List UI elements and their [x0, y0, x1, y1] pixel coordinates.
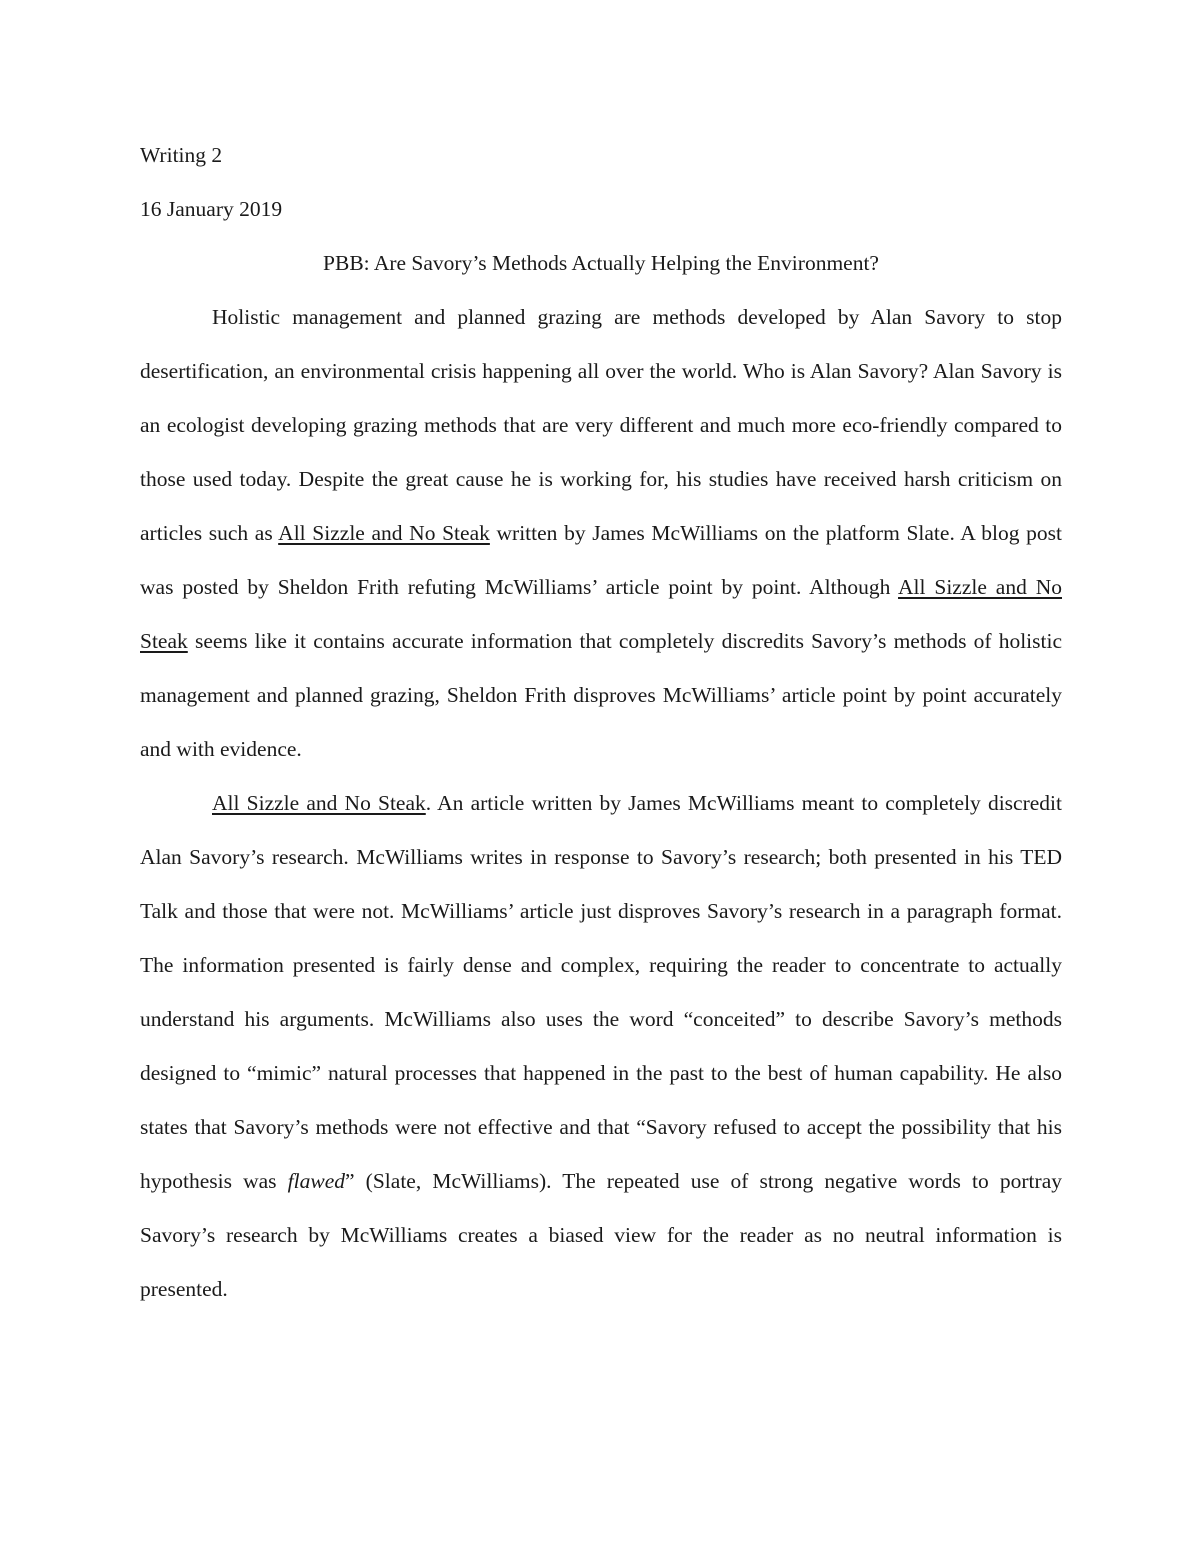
- course-name: Writing 2: [140, 143, 223, 167]
- paragraph-intro: [140, 290, 1062, 776]
- document-date: 16 January 2019: [140, 197, 283, 221]
- paragraph-intro-text-1: Holistic management and planned grazing are methods developed by Alan Savory to stop desertification, an environmental crisis happening all over the world. Who is Alan Savory? Alan Savory is an ecologist developing grazing methods that are very different and much more eco-friendly compared to those used today. Despite the great cause he is working for, his studies have received harsh criticism on articles such as: [140, 305, 1062, 545]
- article-title-underlined: All Sizzle and No Steak: [212, 791, 426, 815]
- document-title: PBB: Are Savory’s Methods Actually Helping the Environment?: [323, 251, 879, 275]
- article-title-underlined: All Sizzle and No Steak: [278, 521, 490, 545]
- paragraph-analysis: [140, 776, 1062, 1316]
- paragraph-intro-text-2: written by James McWilliams on the platform Slate. A blog post was posted by Sheldon Frith refuting McWilliams’ article point by point. Although: [140, 521, 1062, 599]
- paragraph-intro-text-3: seems like it contains accurate information that completely discredits Savory’s methods of holistic management and planned grazing, Sheldon Frith disproves McWilliams’ article point by point accurately and with evidence.: [140, 629, 1062, 761]
- italic-word: flawed: [287, 1169, 346, 1193]
- article-title-underlined: All Sizzle and No Steak: [140, 575, 1062, 653]
- paragraph-analysis-text-2: ” (Slate, McWilliams). The repeated use of strong negative words to portray Savory’s research by McWilliams creates a biased view for the reader as no neutral information is presented.: [140, 1169, 1062, 1301]
- document-body: [140, 128, 1062, 1316]
- paragraph-analysis-text-1: . An article written by James McWilliams meant to completely discredit Alan Savory’s research. McWilliams writes in response to Savory’s research; both presented in his TED Talk and those that were not. McWilliams’ article just disproves Savory’s research in a paragraph format. The information presented is fairly dense and complex, requiring the reader to concentrate to actually understand his arguments. McWilliams also uses the word “conceited” to describe Savory’s methods designed to “mimic” natural processes that happened in the past to the best of human capability. He also states that Savory’s methods were not effective and that “Savory refused to accept the possibility that his hypothesis was: [140, 791, 1062, 1193]
